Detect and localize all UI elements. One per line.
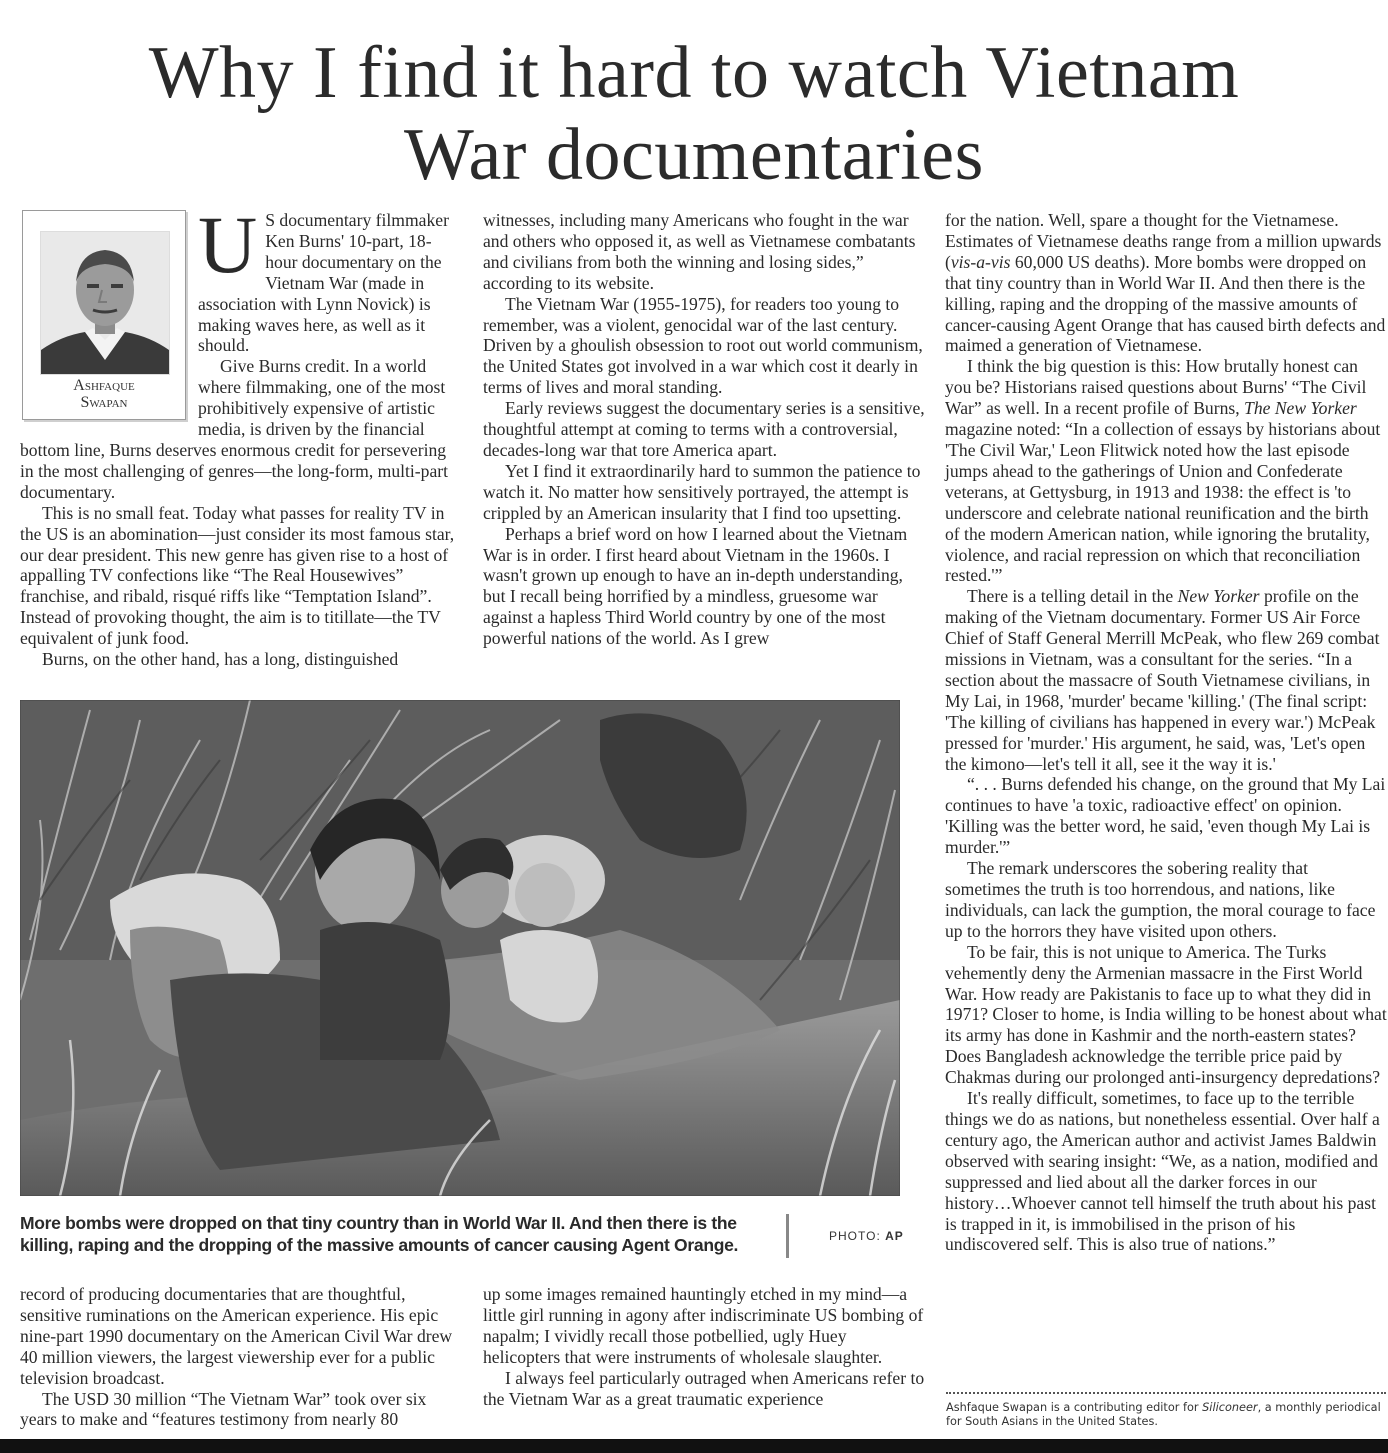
paragraph: I think the big question is this: How brutally honest can you be? Historians raised questions about Burns' “The Civil War” as well. In a recent profile of Burns, The New Yorker magazine noted: “In a collection of essays by historians about 'The Civil War,' Leon Flitwick noted how the last episode jumps ahead to the gatherings of Union and Confederate veterans, at Gettysburg, in 1913 and 1938: the effect is 'to underscore and celebrate national reunification and the birth of the modern American nation, while ignoring the brutality, violence, and racial repression on which that reconciliation rested.'” (945, 356, 1381, 586)
photo-caption: More bombs were dropped on that tiny country than in World War II. And then there is the killing, raping and the dropping of the massive amounts of cancer causing Agent Orange. (20, 1213, 739, 1255)
column-1-top (20, 199, 462, 670)
author-box-spacer (20, 210, 198, 424)
lead-paragraph: U S documentary filmmaker Ken Burns' 10-part, 18-hour documentary on the Vietnam War (made in association with Lynn Novick) is making waves here, as well as it should. (198, 199, 449, 356)
column-2-top (483, 210, 925, 649)
paragraph: witnesses, including many Americans who fought in the war and others who opposed it, as well as Vietnamese combatants and civilians from both the winning and losing sides,” according to its website. (483, 210, 916, 293)
paragraph: There is a telling detail in the New Yorker profile on the making of the Vietnam documentary. Former US Air Force Chief of Staff General Merrill McPeak, who flew 269 combat missions in Vietnam, was a consultant for the series. “In a section about the massacre of South Vietnamese civilians, in My Lai, in 1968, 'murder' became 'killing.' (The final script: 'The killing of civilians has happened in every war.') McPeak pressed for 'murder.' His argument, he said, was, 'Let's open the kimono—let's tell it all, see it the way it is.' (945, 586, 1380, 774)
headline-line-1: Why I find it hard to watch Vietnam (148, 32, 1240, 114)
paragraph: It's really difficult, sometimes, to face up to the terrible things we do as nations, but nonetheless essential. Over half a century ago, the American author and activist James Baldwin observed with searing insight: “We, as a nation, modified and suppressed and lied about all the darker forces in our history…Whoever cannot tell himself the truth about his past is trapped in it, is immobilised in the prison of his undiscovered self. This is also true of nations.” (945, 1088, 1380, 1255)
caption-divider (786, 1214, 789, 1258)
page-bottom-bar (0, 1439, 1388, 1453)
paragraph: The remark underscores the sobering reality that sometimes the truth is too horrendous, and nations, like individuals, can lack the gumption, the moral courage to face up to the horrors they have visited upon others. (945, 858, 1376, 941)
paragraph: I always feel particularly outraged when Americans refer to the Vietnam War as a great traumatic experience (483, 1367, 925, 1409)
vietnam-war-photo-icon (20, 700, 900, 1196)
paragraph: Burns, on the other hand, has a long, distinguished (42, 649, 399, 670)
paragraph: record of producing documentaries that are thoughtful, sensitive ruminations on the American experience. His epic nine-part 1990 documentary on the American Civil War drew 40 million viewers, the largest viewership ever for a public television broadcast. (20, 1284, 453, 1388)
paragraph: up some images remained hauntingly etched in my mind—a little girl running in agony after indiscriminate US bombing of napalm; I vividly recall those potbellied, ugly Huey helicopters that were instruments of wholesale slaughter. (483, 1284, 924, 1367)
footnote-divider (946, 1392, 1386, 1394)
headline (0, 32, 1388, 196)
headline-line-2: War documentaries (404, 114, 984, 196)
paragraph: To be fair, this is not unique to America. The Turks vehemently deny the Armenian massacre in the First World War. How ready are Pakistanis to face up to what they did in 1971? Closer to home, is India willing to be honest about what its army has done in Kashmir and the north-eastern states? Does Bangladesh acknowledge the terrible price paid by Chakmas during our prolonged anti-insurgency depredations? (945, 941, 1387, 1088)
photo-credit: PHOTO: AP (829, 1229, 904, 1243)
author-name: Ashfaque Swapan (73, 377, 135, 411)
paragraph: Perhaps a brief word on how I learned about the Vietnam War is in order. I first heard about Vietnam in the 1960s. I wasn't grown up enough to have an in-depth understanding, but I recall being horrified by a mindless, gruesome war against a hapless Third World country by one of the most powerful nations of the world. As I grew (483, 523, 908, 649)
paragraph: This is no small feat. Today what passes for reality TV in the US is an abomination—just consider its most famous star, our dear president. This new genre has given rise to a host of appalling TV confections like “The Real Housewives” franchise, and ribald, risqué riffs like “Temptation Island”. Instead of provoking thought, the aim is to titillate—the TV equivalent of junk food. (20, 502, 455, 649)
paragraph: The USD 30 million “The Vietnam War” took over six years to make and “features testimony from nearly 80 (20, 1388, 427, 1430)
column-2-bottom (483, 1284, 925, 1409)
paragraph: for the nation. Well, spare a thought for the Vietnamese. Estimates of Vietnamese deaths range from a million upwards (vis-a-vis 60,000 US deaths). More bombs were dropped on that tiny country than in World War II. And then there is the killing, raping and the dropping of the massive amounts of cancer-causing Agent Orange that has caused birth defects and maimed a generation of Vietnamese. (945, 210, 1386, 356)
column-1-bottom (20, 1284, 462, 1430)
paragraph: The Vietnam War (1955-1975), for readers too young to remember, was a violent, genocidal war of the last century. Driven by a ghoulish obsession to root out world communism, the United States got involved in a war which cost it dearly in terms of lives and moral standing. (483, 293, 923, 398)
author-bio-footnote: Ashfaque Swapan is a contributing editor for Siliconeer, a monthly periodical for South Asians in the United States. (946, 1401, 1381, 1428)
paragraph: Early reviews suggest the documentary series is a sensitive, thoughtful attempt at coming to terms with a controversial, decades-long war that tore America apart. (483, 398, 925, 460)
drop-cap: U (198, 199, 258, 290)
paragraph: “. . . Burns defended his change, on the ground that My Lai continues to have 'a toxic, radioactive effect' on opinion. 'Killing was the better word, he said, 'even though My Lai is murder.'” (945, 774, 1386, 858)
war-photo (20, 700, 900, 1196)
paragraph: Give Burns credit. In a world where filmmaking, one of the most prohibitively expensive of artistic media, is driven by the financial bottom line, Burns deserves enormous credit for persevering in the most challenging of genres—the long-form, multi-part documentary. (20, 356, 449, 502)
paragraph: Yet I find it extraordinarily hard to summon the patience to watch it. No matter how sensitively portrayed, the attempt is crippled by an American insularity that I find too upsetting. (483, 460, 921, 523)
column-3 (945, 210, 1387, 1255)
